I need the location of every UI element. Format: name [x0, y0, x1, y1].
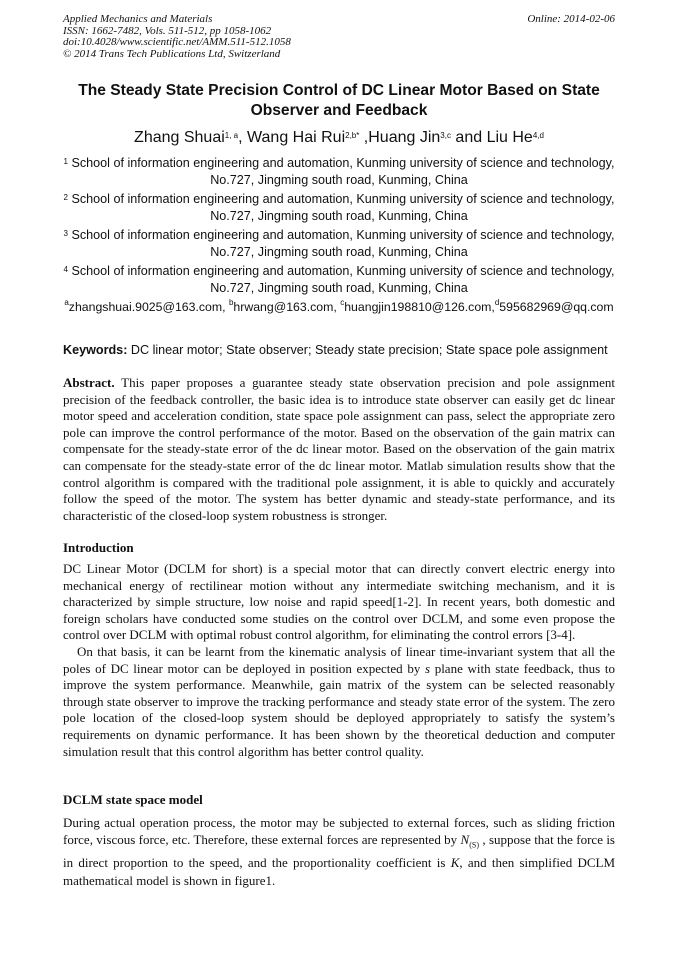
authors — [63, 128, 615, 148]
affiliation: $^1$ School of information engineering and automation, Kunming university of science and technology, No.727, Jingming south road, Kunming, China — [63, 156, 615, 187]
section-heading-model: DCLM state space model — [63, 792, 203, 807]
online-date: Online: 2014-02-06 — [527, 13, 615, 25]
author: Huang Jin$^{3,c}$ and — [368, 129, 487, 146]
affiliation: $^4$ School of information engineering and automation, Kunming university of science and technology, No.727, Jingming south road, Kunming, China — [63, 264, 615, 295]
journal-header — [63, 14, 615, 60]
journal-name: Applied Mechanics and Materials — [63, 13, 213, 25]
model-paragraph: During actual operation process, the motor may be subjected to external forces, such as sliding friction force, viscous force, etc. Therefore, these external forces are represented by $N_{(S)}$ , suppose that the force is in direct proportion to the speed, and the proportionality coefficient is K, and then simplified DCLM mathematical model is shown in figure1. — [63, 815, 616, 888]
affiliation: $^3$ School of information engineering and automation, Kunming university of science and technology, No.727, Jingming south road, Kunming, China — [63, 228, 615, 259]
intro-paragraph-1: DC Linear Motor (DCLM for short) is a special motor that can directly convert electric energy into mechanical energy of rectilinear motion without any intermediate switching mechanism, and it is characterized by simple structure, low noise and rapid speed[1-2]. In recent years, both domestic and foreign scholars have conducted some studies on the control over DCLM, and some even propose the control over DCLM with optimal robust control algorithm, for eliminating the control errors [3-4]. — [63, 561, 615, 643]
author: Wang Hai Rui$^{2,b*}$ , — [247, 129, 369, 146]
abstract: Abstract. This paper proposes a guarantee steady state observation precision and pole assignment precision of the feedback controller, the basic idea is to introduce state observer can easily get dc linear motor speed and acceleration condition, state space pole assignment can pass, select the appropriate zero pole can improve the control performance of the motor. Based on the observation of the gain matrix can compensate for the steady-state error of the dc linear motor. Based on the observation of the gain matrix can compensate for the steady-state error of the dc linear motor. Matlab simulation results show that the control algorithm is compared with the traditional pole assignment, it is able to quickly and accurately follow the speed of the motor. The system has better dynamic and steady-state performance, and its characteristic of the closed-loop system robustness is stronger. — [63, 375, 615, 523]
issn: ISSN: 1662-7482, Vols. 511-512, pp 1058-1062 — [63, 24, 272, 37]
keywords: Keywords: DC linear motor; State observer; Steady state precision; State space pole assignment — [63, 343, 608, 357]
author: Liu He$^{4,d}$ — [486, 129, 544, 146]
paper-title: The Steady State Precision Control of DC Linear Motor Based on State Observer and Feedback — [78, 82, 600, 119]
affiliation: $^2$ School of information engineering and automation, Kunming university of science and technology, No.727, Jingming south road, Kunming, China — [63, 192, 615, 223]
intro-paragraph-2: On that basis, it can be learnt from the kinematic analysis of linear time-invariant system that all the poles of DC linear motor can be deployed in position expected by s plane with state feedback, thus to improve the system performance. Meanwhile, gain matrix of the system can be selected reasonably through state observer to improve the tracking performance and steady state error of the system. The zero pole location of the closed-loop system should be deployed appropriately to satisfy the system’s requirements on dynamic performance. It has been shown by the theoretical deduction and computer simulation result that this control algorithm has better control quality. — [63, 644, 615, 759]
doi: doi:10.4028/www.scientific.net/AMM.511-512.1058 — [63, 36, 291, 49]
author: Zhang Shuai$^{1, a}$, — [134, 129, 248, 146]
copyright: © 2014 Trans Tech Publications Ltd, Switzerland — [63, 47, 281, 60]
author-emails: $^a$zhangshuai.9025@163.com, $^b$hrwang@163.com, $^c$huangjin198810@126.com,$^d$595682969@qq.com — [64, 298, 614, 314]
section-heading-introduction: Introduction — [63, 540, 134, 555]
